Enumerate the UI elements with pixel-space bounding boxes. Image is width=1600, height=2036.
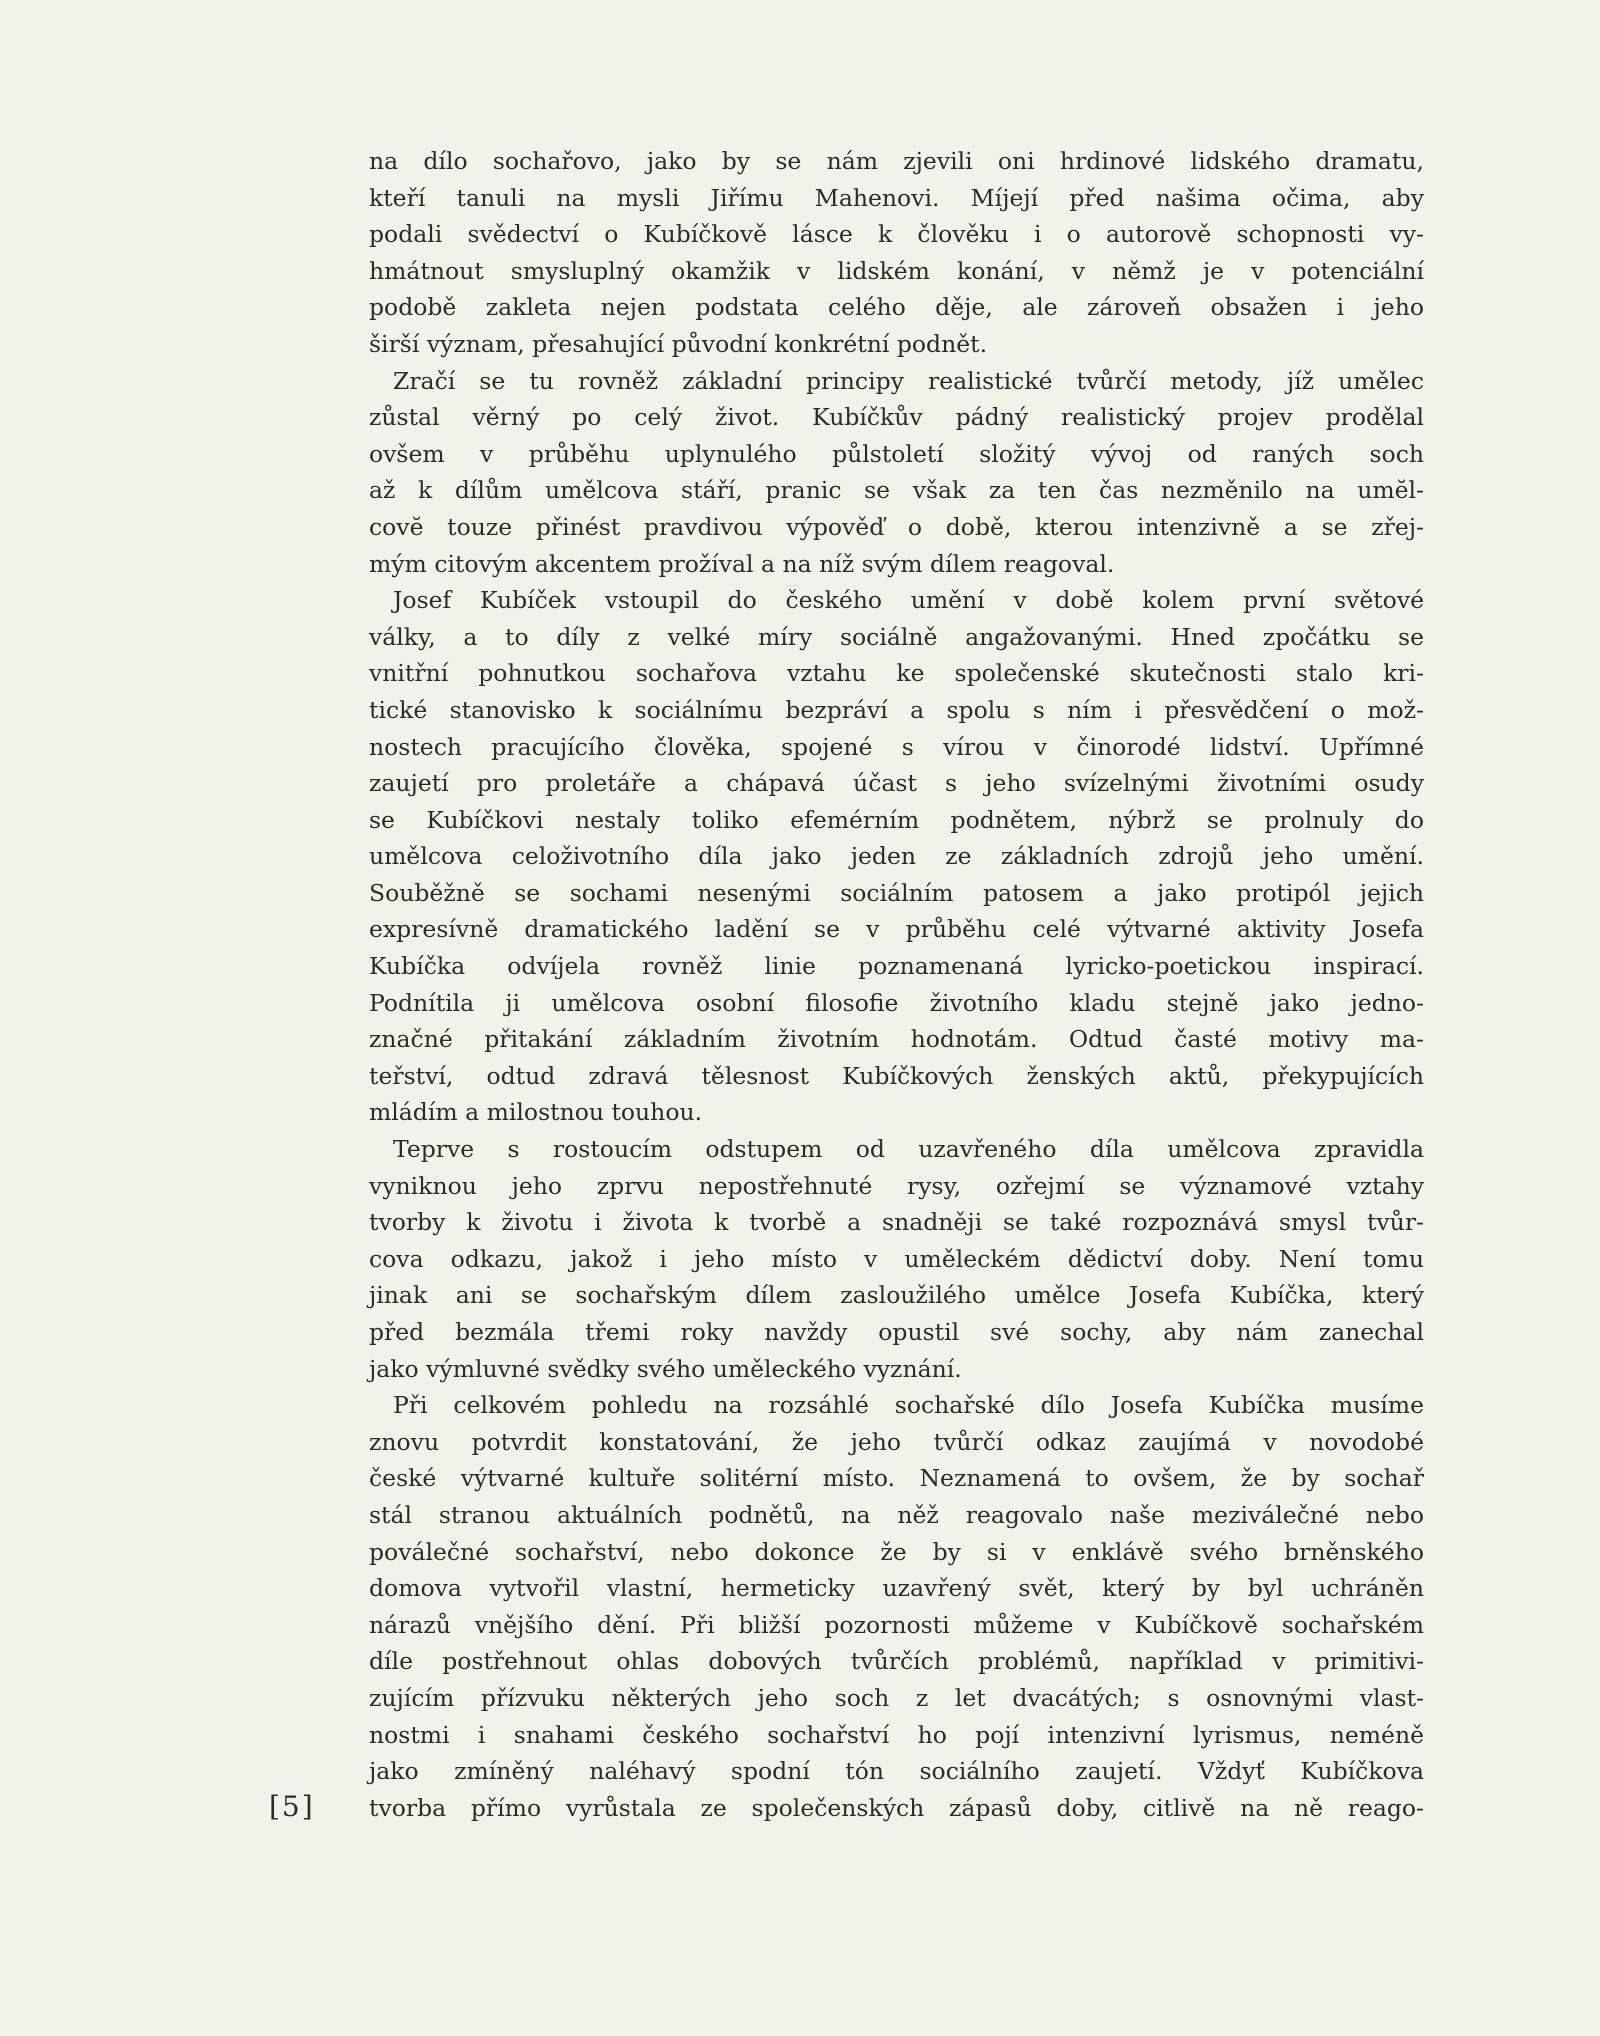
text-line: před bezmála třemi roky navždy opustil své sochy, aby nám zanechal xyxy=(369,1318,1424,1346)
text-line: zujícím přízvuku některých jeho soch z let dvacátých; s osnovnými vlast- xyxy=(369,1683,1424,1712)
page-number: [5] xyxy=(269,1790,315,1823)
text-line: mládím a milostnou touhou. xyxy=(369,1098,703,1127)
text-line: Při celkovém pohledu na rozsáhlé sochařské dílo Josefa Kubíčka musíme xyxy=(393,1391,1424,1420)
text-line: díle postřehnout ohlas dobových tvůrčích problémů, například v primitivi- xyxy=(369,1647,1424,1676)
text-line: širší význam, přesahující původní konkrétní podnět. xyxy=(369,329,988,358)
text-line: vyniknou jeho zprvu nepostřehnuté rysy, ozřejmí se významové vztahy xyxy=(369,1171,1424,1200)
text-line: nárazů vnějšího dění. Při bližší pozornosti můžeme v Kubíčkově sochařském xyxy=(369,1610,1424,1639)
paragraph-3 xyxy=(369,582,1424,1131)
text-column xyxy=(369,143,1424,1826)
text-line: Souběžně se sochami nesenými sociálním patosem a jako protipól jejich xyxy=(369,878,1424,907)
paragraph-1 xyxy=(369,143,1424,363)
text-line: hmátnout smysluplný okamžik v lidském konání, v němž je v potenciální xyxy=(369,256,1424,285)
text-line: značné přitakání základním životním hodnotám. Odtud časté motivy ma- xyxy=(369,1025,1424,1054)
text-line: nostmi i snahami českého sochařství ho pojí intenzivní lyrismus, neméně xyxy=(369,1720,1424,1749)
text-line: stál stranou aktuálních podnětů, na něž reagovalo naše meziválečné nebo xyxy=(369,1500,1424,1529)
text-line: cova odkazu, jakož i jeho místo v uměleckém dědictví doby. Není tomu xyxy=(369,1244,1424,1273)
text-line: tické stanovisko k sociálnímu bezpráví a spolu s ním i přesvědčení o mož- xyxy=(369,695,1424,724)
text-line: Kubíčka odvíjela rovněž linie poznamenaná lyricko-poetickou inspirací. xyxy=(369,952,1424,981)
text-line: nostech pracujícího člověka, spojené s vírou v činorodé lidství. Upřímné xyxy=(369,732,1424,761)
text-line: Teprve s rostoucím odstupem od uzavřeného díla umělcova zpravidla xyxy=(393,1135,1424,1164)
text-line: covĕ touze přinést pravdivou výpověď o době, kterou intenzivně a se zřej- xyxy=(369,512,1424,541)
text-line: vnitřní pohnutkou sochařova vztahu ke společenské skutečnosti stalo kri- xyxy=(369,659,1424,688)
text-line: Podnítila ji umělcova osobní filosofie životního kladu stejně jako jedno- xyxy=(369,988,1424,1017)
text-line: kteří tanuli na mysli Jiřímu Mahenovi. Míjejí před našima očima, aby xyxy=(369,183,1424,212)
text-line: domova vytvořil vlastní, hermeticky uzavřený svět, který by byl uchráněn xyxy=(369,1574,1424,1603)
text-line: zaujetí pro proletáře a chápavá účast s jeho svízelnými životními osudy xyxy=(369,769,1424,798)
text-line: jinak ani se sochařským dílem zasloužilého umělce Josefa Kubíčka, který xyxy=(369,1281,1424,1310)
text-line: mým citovým akcentem prožíval a na níž svým dílem reagoval. xyxy=(369,549,1115,578)
paragraph-5 xyxy=(369,1387,1424,1826)
text-line: ovšem v průběhu uplynulého půlstoletí složitý vývoj od raných soch xyxy=(369,439,1424,468)
text-line: poválečné sochařství, nebo dokonce že by si v enklávě svého brněnského xyxy=(369,1537,1424,1566)
text-line: se Kubíčkovi nestaly toliko efemérním podnětem, nýbrž se prolnuly do xyxy=(369,805,1424,834)
text-line: zůstal věrný po celý život. Kubíčkův pádný realistický projev prodělal xyxy=(369,403,1424,432)
text-line: české výtvarné kultuře solitérní místo. Neznamená to ovšem, že by sochař xyxy=(369,1464,1424,1493)
text-line: jako výmluvné svědky svého uměleckého vyznání. xyxy=(369,1354,962,1383)
text-line: jako zmíněný naléhavý spodní tón sociálního zaujetí. Vždyť Kubíčkova xyxy=(369,1757,1424,1786)
text-line: Josef Kubíček vstoupil do českého umění v době kolem první světové xyxy=(393,586,1424,615)
text-line: na dílo sochařovo, jako by se nám zjevili oni hrdinové lidského dramatu, xyxy=(369,147,1424,175)
paragraph-4 xyxy=(369,1131,1424,1387)
text-line: tvorba přímo vyrůstala ze společenských zápasů doby, citlivě na ně reago- xyxy=(369,1793,1424,1822)
text-line: umělcova celoživotního díla jako jeden ze základních zdrojů jeho umění. xyxy=(369,842,1424,871)
text-line: Zračí se tu rovněž základní principy realistické tvůrčí metody, jíž umělec xyxy=(393,366,1424,395)
text-line: expresívně dramatického ladění se v průběhu celé výtvarné aktivity Josefa xyxy=(369,915,1424,944)
text-line: podobě zakleta nejen podstata celého děje, ale zároveň obsažen i jeho xyxy=(369,293,1424,322)
text-line: tvorby k životu i života k tvorbě a snadněji se také rozpoznává smysl tvůr- xyxy=(369,1208,1424,1237)
text-line: teřství, odtud zdravá tělesnost Kubíčkových ženských aktů, překypujících xyxy=(369,1061,1424,1090)
text-line: znovu potvrdit konstatování, že jeho tvůrčí odkaz zaujímá v novodobé xyxy=(369,1427,1424,1456)
text-line: války, a to díly z velké míry sociálně angažovanými. Hned zpočátku se xyxy=(369,622,1424,651)
text-line: až k dílům umělcova stáří, pranic se však za ten čas nezměnilo na umĕl- xyxy=(369,476,1424,505)
text-line: podali svědectví o Kubíčkově lásce k člověku i o autorově schopnosti vy- xyxy=(369,220,1424,249)
paragraph-2 xyxy=(369,363,1424,583)
